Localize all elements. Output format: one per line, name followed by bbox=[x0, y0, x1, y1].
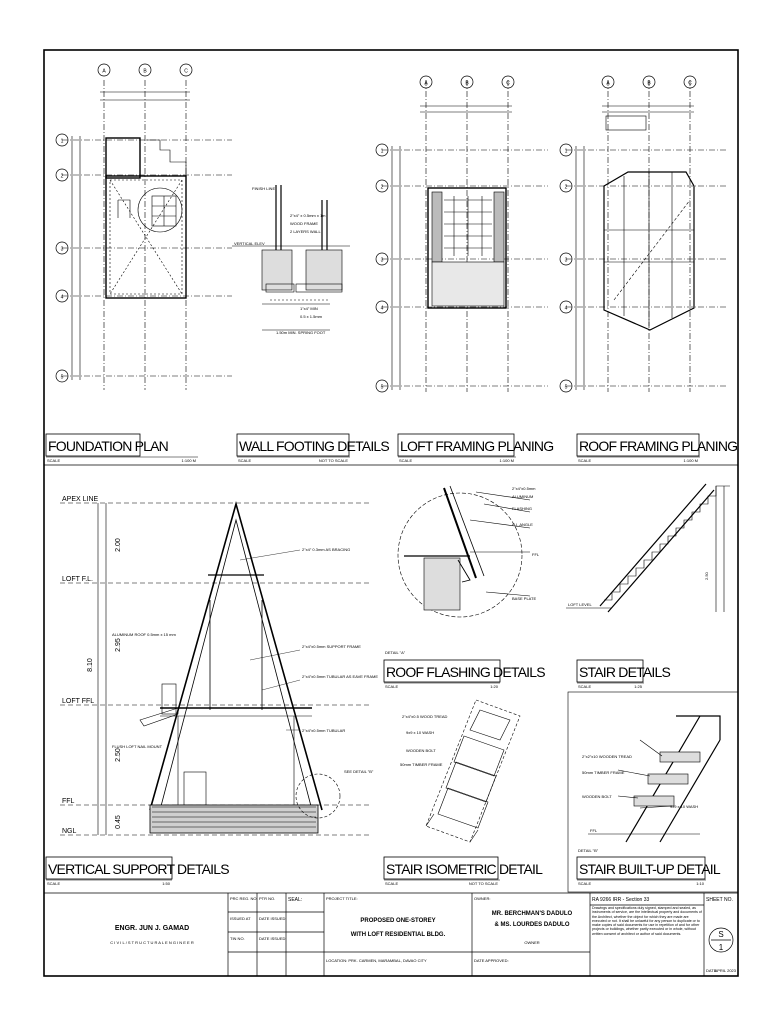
panel-title: FOUNDATION PLAN bbox=[48, 438, 168, 454]
grid-row-label: 3 bbox=[380, 257, 384, 264]
panel-title: VERTICAL SUPPORT DETAILS bbox=[48, 861, 229, 877]
prc-label: PRC REG. NO. bbox=[230, 896, 258, 901]
panel-title: ROOF FLASHING DETAILS bbox=[386, 664, 545, 680]
scale-label: SCALE bbox=[385, 881, 399, 886]
level-loft-ffl: LOFT FFL bbox=[62, 698, 95, 705]
date-label: DATE bbox=[706, 968, 717, 973]
scale-label: SCALE bbox=[47, 458, 61, 463]
scale-value: 1:100 M bbox=[181, 458, 196, 463]
note: 50mm TIMBER FRAME bbox=[400, 762, 443, 767]
svg-text:FFL: FFL bbox=[532, 552, 540, 557]
level-ngl: NGL bbox=[62, 828, 77, 835]
panel-title: LOFT FRAMING PLANING bbox=[400, 438, 554, 454]
grid-col-label: C bbox=[184, 68, 188, 75]
svg-text:FINISH LINE: FINISH LINE bbox=[252, 186, 276, 191]
svg-text:2"x4" x 0.5mm x 1m: 2"x4" x 0.5mm x 1m bbox=[290, 213, 326, 218]
note: 2"x4"x0.5mm TUBULAR AS EAVE FRAME bbox=[302, 674, 379, 679]
scale-label: SCALE bbox=[578, 458, 592, 463]
engineer-name: ENGR. JUN J. GAMAD bbox=[114, 925, 190, 932]
scale-value: 1:20 bbox=[490, 684, 498, 689]
panel-title: STAIR DETAILS bbox=[579, 664, 670, 680]
grid-row-label: 5 bbox=[380, 384, 384, 391]
owner-line-1: MR. BERCHMAN'S DADULO bbox=[491, 911, 573, 917]
grid-col-label: A bbox=[424, 80, 428, 87]
seal-label: SEAL: bbox=[288, 897, 303, 903]
disclaimer-text: Drawings and specifications duly signed, stamped and sealed, as instruments of service, are the intellectual property and documents of the Architect, whether the object for which they are made are executed or not. It shall be unlawful for any person to duplicate or to make copies of said documents for use in repetition of and for other projects or buildings, whether partly executed or in whole, without written consent of architect or author of said documents. bbox=[592, 906, 702, 936]
date-issued-label: DATE ISSUED bbox=[259, 916, 286, 921]
dim-value: 2.50 bbox=[704, 572, 709, 580]
scale-label: SCALE bbox=[47, 881, 61, 886]
date-issued-label: DATE ISSUED bbox=[259, 936, 286, 941]
note: 50mm TIMBER FRAME bbox=[582, 770, 625, 775]
owner-line-2: & MS. LOURDES DADULO bbox=[494, 922, 570, 928]
panel-title: WALL FOOTING DETAILS bbox=[239, 438, 389, 454]
note: 2"x4" 0.3mm AS BRACING bbox=[302, 547, 351, 552]
note: 2"x4"x0.5 WOOD TREAD bbox=[402, 714, 448, 719]
detail-tag: DETAIL "A" bbox=[385, 650, 406, 655]
grid-row-label: 2 bbox=[380, 184, 384, 191]
panel-title: STAIR ISOMETRIC DETAIL bbox=[386, 861, 543, 877]
grid-col-label: B bbox=[143, 68, 147, 75]
owner-label: OWNER: bbox=[474, 896, 491, 901]
grid-col-label: A bbox=[102, 68, 106, 75]
sheet-label: SHEET NO. bbox=[706, 897, 733, 903]
note: FFL bbox=[590, 828, 598, 833]
level-apex: APEX LINE bbox=[62, 496, 99, 503]
level-loft-fl: LOFT F.L. bbox=[62, 576, 93, 583]
sheet-letter: S bbox=[718, 930, 724, 939]
note: WOODEN BOLT bbox=[406, 748, 436, 753]
dim-value: 2.00 bbox=[115, 538, 122, 552]
grid-row-label: 2 bbox=[564, 184, 568, 191]
grid-row-label: 4 bbox=[564, 305, 568, 312]
scale-value: NOT TO SCALE bbox=[318, 458, 348, 463]
grid-col-label: C bbox=[506, 80, 510, 87]
date-approved-label: DATE APPROVED: bbox=[474, 958, 509, 963]
panel-title: ROOF FRAMING PLANING bbox=[579, 438, 738, 454]
scale-label: SCALE bbox=[385, 684, 399, 689]
grid-col-label: B bbox=[647, 80, 651, 87]
grid-row-label: 4 bbox=[380, 305, 384, 312]
note: 2"x2"x10 WOODEN TREAD bbox=[582, 754, 632, 759]
location: LOCATION: PRK. CARMEN, MARAMBAL, DAVAO CITY bbox=[326, 958, 427, 963]
owner-sub: OWNER bbox=[524, 940, 540, 945]
note: 9x9 x 10 WASH bbox=[670, 804, 699, 809]
project-line-1: PROPOSED ONE-STOREY bbox=[360, 918, 436, 924]
level-ffl: FFL bbox=[62, 798, 75, 805]
svg-text:G.I. ANGLE: G.I. ANGLE bbox=[512, 522, 533, 527]
date-value: APRIL 2023 bbox=[714, 968, 736, 973]
grid-row-label: 3 bbox=[60, 246, 64, 253]
scale-label: SCALE bbox=[238, 458, 252, 463]
stair-level-label: LOFT LEVEL bbox=[568, 602, 592, 607]
scale-label: SCALE bbox=[578, 881, 592, 886]
note: 2"x4"x0.5mm TUBULAR bbox=[302, 728, 346, 733]
note: 2"x4"x0.5mm SUPPORT FRAME bbox=[302, 644, 361, 649]
note: 9x9 x 10 WASH bbox=[406, 730, 435, 735]
grid-row-label: 2 bbox=[60, 173, 64, 180]
note: FLUSH LOFT NAIL MOUNT bbox=[112, 744, 163, 749]
detail-tag: DETAIL "B" bbox=[578, 848, 599, 853]
grid-col-label: B bbox=[465, 80, 469, 87]
svg-text:2"x4"x0.5mm: 2"x4"x0.5mm bbox=[512, 486, 536, 491]
scale-value: NOT TO SCALE bbox=[468, 881, 498, 886]
svg-text:1"x4" MIN: 1"x4" MIN bbox=[300, 306, 318, 311]
sheet-number: 1 bbox=[718, 943, 724, 952]
note: WOODEN BOLT bbox=[582, 794, 612, 799]
svg-text:BASE PLATE: BASE PLATE bbox=[512, 596, 537, 601]
scale-value: 1:50 bbox=[162, 881, 170, 886]
issued-at-label: ISSUED AT bbox=[230, 916, 251, 921]
grid-col-label: C bbox=[688, 80, 692, 87]
svg-text:VERTICAL ELEV: VERTICAL ELEV bbox=[234, 241, 265, 246]
scale-value: 1:10 bbox=[696, 881, 704, 886]
project-label: PROJECT TITLE: bbox=[326, 896, 358, 901]
grid-row-label: 3 bbox=[564, 257, 568, 264]
dim-value: 8.10 bbox=[87, 658, 94, 672]
scale-label: SCALE bbox=[399, 458, 413, 463]
note: SEE DETAIL "B" bbox=[344, 769, 374, 774]
svg-text:0.5 x 1.5mm: 0.5 x 1.5mm bbox=[300, 314, 323, 319]
svg-text:FLASHING: FLASHING bbox=[512, 506, 533, 511]
scale-value: 1:100 M bbox=[683, 458, 698, 463]
ptr-label: PTR NO. bbox=[259, 896, 276, 901]
svg-text:2 LAYERS WALL: 2 LAYERS WALL bbox=[290, 229, 321, 234]
grid-row-label: 4 bbox=[60, 294, 64, 301]
grid-row-label: 1 bbox=[380, 148, 384, 155]
scale-value: 1:25 bbox=[634, 684, 642, 689]
tin-label: TIN NO. bbox=[230, 936, 245, 941]
svg-text:1.50m MIN. SPRING FOOT: 1.50m MIN. SPRING FOOT bbox=[276, 330, 326, 335]
grid-col-label: A bbox=[606, 80, 610, 87]
engineer-profession: C I V I L / S T R U C T U R A L E N G I N E E R bbox=[110, 940, 194, 945]
panel-title: STAIR BUILT-UP DETAIL bbox=[579, 861, 720, 877]
svg-text:ALUMINUM: ALUMINUM bbox=[512, 494, 534, 499]
dim-value: 0.45 bbox=[115, 815, 122, 829]
grid-row-label: 1 bbox=[60, 138, 64, 145]
note: ALUMINUM ROOF 0.5mm x 15 mm bbox=[112, 632, 176, 637]
scale-label: SCALE bbox=[578, 684, 592, 689]
grid-row-label: 5 bbox=[564, 384, 568, 391]
project-line-2: WITH LOFT RESIDENTIAL BLDG. bbox=[350, 932, 446, 938]
dim-value: 2.95 bbox=[115, 638, 122, 652]
svg-text:WOOD FRAME: WOOD FRAME bbox=[290, 221, 318, 226]
grid-row-label: 1 bbox=[564, 148, 568, 155]
scale-value: 1:100 M bbox=[499, 458, 514, 463]
grid-row-label: 5 bbox=[60, 374, 64, 381]
dim-value: 2.50 bbox=[115, 748, 122, 762]
ra-reference: RA 9266 IRR - Section 33 bbox=[592, 897, 650, 903]
